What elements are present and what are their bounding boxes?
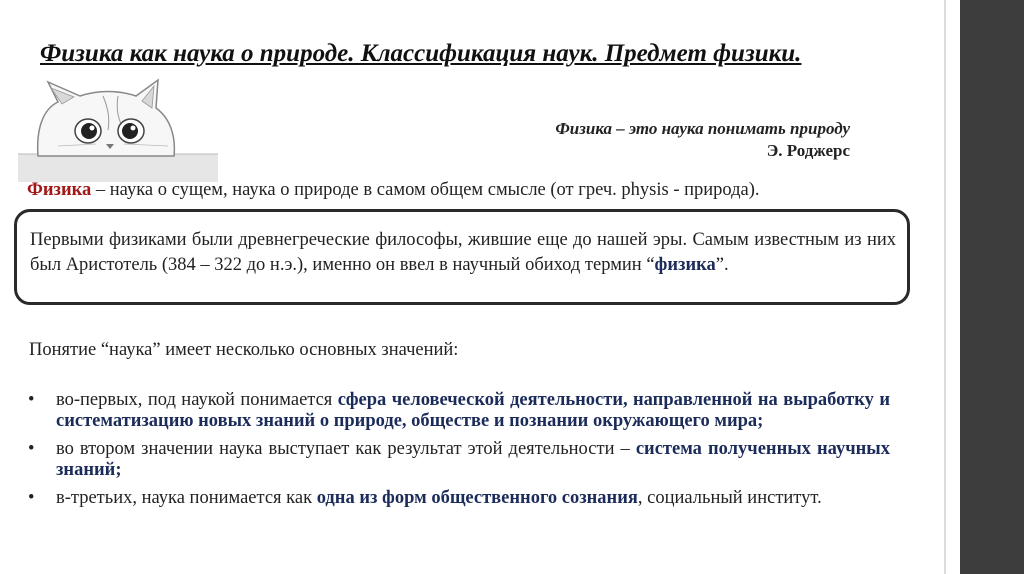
bullet-highlight: сфера человеческой деятельности, направленной на выработку и систематизацию новых знаний о природе, обществе и познании окружающего мира; <box>56 390 890 431</box>
bullet-highlight: одна из форм общественного сознания <box>316 488 638 508</box>
quote <box>555 118 850 162</box>
bullet-text: в-третьих, наука понимается как <box>56 488 317 508</box>
list-item <box>28 390 890 432</box>
physics-definition <box>27 180 760 201</box>
history-text-after: ”. <box>715 255 729 275</box>
bullet-icon: • <box>28 390 35 410</box>
slide-title: Физика как наука о природе. Классификация наук. Предмет физики. <box>40 40 802 67</box>
quote-text: Физика – это наука понимать природу <box>555 119 850 138</box>
bullet-highlight: система полученных научных знаний; <box>56 439 890 480</box>
definition-term: Физика <box>27 180 92 200</box>
quote-author: Э. Роджерс <box>766 141 850 160</box>
meanings-list <box>28 390 890 516</box>
history-text <box>30 228 896 278</box>
bullet-text: во втором значении наука выступает как результат этой деятельности – <box>56 439 636 459</box>
history-text-before: Первыми физиками были древнегреческие философы, жившие еще до нашей эры. Самым известным из них был Аристотель (384 – 322 до н.э.), именно он ввел в научный обиход термин “ <box>30 230 896 275</box>
history-term: физика <box>654 255 716 275</box>
list-item <box>28 488 890 509</box>
definition-text: – наука о сущем, наука о природе в самом общем смысле (от греч. physis - природа). <box>91 180 760 200</box>
concept-intro: Понятие “наука” имеет несколько основных значений: <box>29 340 459 360</box>
bullet-text: во-первых, под наукой понимается <box>56 390 338 410</box>
slide-edge-line <box>944 0 946 574</box>
bullet-text-after: , социальный институт. <box>637 488 822 508</box>
bullet-icon: • <box>28 439 35 459</box>
cat-illustration <box>18 74 218 182</box>
side-panel <box>960 0 1024 574</box>
list-item <box>28 439 890 481</box>
bullet-icon: • <box>28 488 35 508</box>
